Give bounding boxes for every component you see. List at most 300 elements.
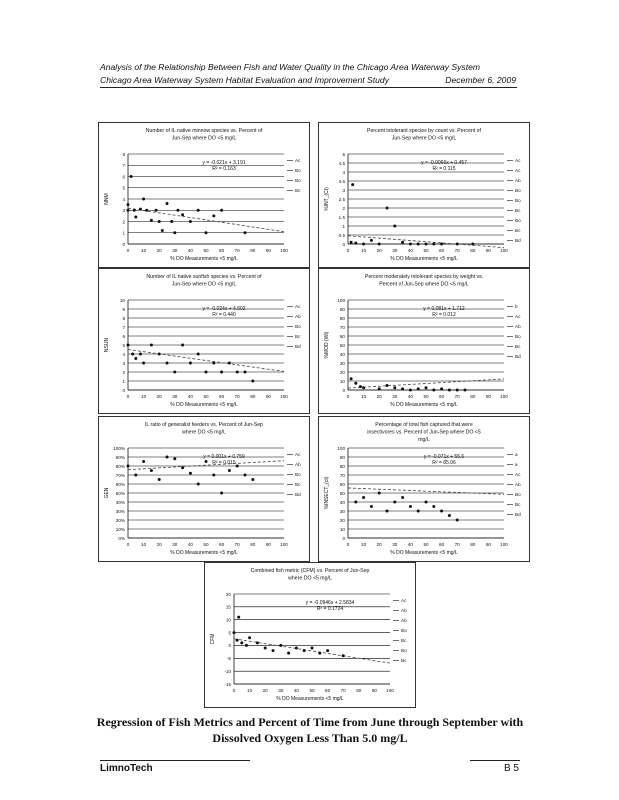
data-point [264,647,267,650]
data-point [432,505,435,508]
y-tick-label: 90 [339,454,345,460]
y-axis-label: %INSECT_(ct) [324,476,330,510]
data-point [440,387,443,390]
y-axis-label: GEN [104,487,110,499]
y-axis-label: CFM [210,633,216,645]
data-point [248,636,251,639]
x-tick-label: 50 [309,688,315,693]
data-point [378,387,381,390]
data-point [471,243,474,246]
y-tick-label: 30 [339,508,345,514]
data-point [212,474,215,477]
chart-frame [99,269,310,414]
data-point [350,377,353,380]
data-point [351,183,354,186]
legend-entry: Ab [515,482,521,487]
x-tick-label: 100 [280,248,288,253]
data-point [236,465,239,468]
legend-entry: Bc [401,658,407,663]
legend-entry: Ac [295,304,301,309]
data-point [142,198,145,201]
chart-frame [99,417,310,562]
y-tick-label: 70 [339,472,345,478]
chart-insectivores [318,416,530,562]
y-tick-label: 7 [122,324,125,330]
x-tick-label: 80 [250,248,256,253]
legend-entry: Bo [295,324,301,329]
data-point [133,209,136,212]
legend-entry: Ab [295,314,301,319]
x-tick-label: 20 [376,542,382,547]
y-tick-label: 0 [122,387,125,393]
data-point [237,616,240,619]
y-axis-label: NNM [104,193,110,205]
data-point [432,389,435,392]
x-tick-label: 80 [250,394,256,399]
x-tick-label: 100 [280,542,288,547]
x-tick-label: 50 [203,542,209,547]
y-tick-label: 3.5 [338,178,345,184]
data-point [409,243,412,246]
footer-rule-right [470,760,520,761]
data-point [244,231,247,234]
chart-title-line: Jun-Sep where DO <5 mg/L [171,281,237,288]
data-point [158,220,161,223]
x-tick-label: 10 [141,248,147,253]
y-tick-label: 80 [339,315,345,321]
data-point [220,209,223,212]
x-tick-label: 60 [219,248,225,253]
x-tick-label: 90 [265,394,271,399]
regression-equation: y = -0.0066x + 0.457 [421,160,467,166]
data-point [326,649,329,652]
data-point [145,209,148,212]
x-tick-label: 90 [265,248,271,253]
header-title-line2: Chicago Area Waterway System Habitat Evaluation and Improvement Study [100,75,389,85]
data-point [236,639,239,642]
data-point [150,469,153,472]
y-tick-label: 4 [122,351,125,357]
data-point [409,505,412,508]
y-tick-label: 50 [339,490,345,496]
y-tick-label: 0 [342,241,345,247]
y-tick-label: 0 [342,535,345,541]
data-point [256,641,259,644]
data-point [448,389,451,392]
y-tick-label: 60 [339,333,345,339]
x-tick-label: 0 [346,542,350,547]
x-tick-label: 20 [262,688,268,693]
data-point [228,469,231,472]
data-point [417,387,420,390]
figure-caption-line2: Dissolved Oxygen Less Than 5.0 mg/L [212,731,408,745]
legend-entry: Ab [515,324,521,329]
y-tick-label: 2 [122,369,125,375]
footer-page-number: B 5 [503,763,519,774]
x-tick-label: 10 [141,394,147,399]
data-point [236,371,239,374]
x-tick-label: 0 [346,394,350,399]
data-point [189,362,192,365]
x-tick-label: 60 [439,394,445,399]
data-point [220,371,223,374]
y-tick-label: 5 [228,630,231,636]
regression-r2: R² = 85.06 [432,460,456,466]
legend-entry: a [515,452,518,457]
data-point [417,510,420,513]
footer-company: LimnoTech [100,763,153,774]
legend-entry: Ac [515,472,521,477]
legend-entry: Ab [515,178,521,183]
y-tick-label: 0 [122,241,125,247]
y-tick-label: 0 [228,643,231,649]
y-tick-label: 10 [119,297,125,303]
y-tick-label: 3 [122,360,125,366]
y-tick-label: 80% [115,463,125,469]
chart-title-line: Jun-Sep where DO <5 mg/L [171,135,237,142]
y-tick-label: 10 [339,378,345,384]
trendline [348,488,504,494]
data-point [158,353,161,356]
data-point [150,219,153,222]
x-tick-label: 50 [423,394,429,399]
legend-entry: Bo [515,334,521,339]
y-tick-label: -15 [224,681,231,687]
data-point [393,225,396,228]
y-axis-label: %INT_(Ct) [324,187,330,211]
y-tick-label: 100 [337,445,345,451]
data-point [244,371,247,374]
x-axis-label: % DO Measurements <5 mg/L [170,256,238,262]
chart-title-line: IL ratio of generalist feeders vs. Percent of Jun-Sep [144,422,264,428]
data-point [378,492,381,495]
x-tick-label: 80 [356,688,362,693]
x-tick-label: 100 [500,542,508,547]
y-tick-label: 3 [342,187,345,193]
x-tick-label: 40 [187,248,193,253]
y-tick-label: 100 [337,297,345,303]
data-point [170,220,173,223]
legend-entry: Ac [295,452,301,457]
data-point [393,501,396,504]
y-tick-label: 50% [115,490,125,496]
chart-title-line: Jun-Sep where DO <5 mg/L [391,135,457,142]
y-tick-label: 4 [122,196,125,202]
data-point [295,647,298,650]
data-point [386,207,389,210]
legend-entry: Bo [401,628,407,633]
x-tick-label: 20 [376,394,382,399]
regression-r2: R² = 0.015 [212,460,236,466]
x-tick-label: 60 [325,688,331,693]
y-axis-label: %MOD (Wt) [324,331,330,359]
legend-entry: b [515,304,518,309]
data-point [139,208,142,211]
regression-r2: R² = 0.163 [212,166,236,172]
regression-equation: y = -0.021x + 3.191 [202,160,246,166]
legend-entry: Bo [295,168,301,173]
data-point [303,649,306,652]
y-tick-label: 1 [122,230,125,236]
x-axis-label: % DO Measurements <5 mg/L [390,550,458,556]
x-axis-label: % DO Measurements <5 mg/L [390,402,458,408]
data-point [131,353,134,356]
chart-intolerant-count [318,122,530,268]
data-point [173,231,176,234]
x-axis-label: % DO Measurements <5 mg/L [170,402,238,408]
regression-equation: y = 0.081x + 1.712 [423,306,465,312]
x-tick-label: 10 [141,542,147,547]
y-tick-label: 90 [339,306,345,312]
data-point [354,242,357,245]
data-point [311,647,314,650]
data-point [354,382,357,385]
x-tick-label: 60 [439,248,445,253]
data-point [245,644,248,647]
data-point [130,175,133,178]
data-point [166,202,169,205]
legend-entry: Bo [295,472,301,477]
legend-entry: Bo [401,648,407,653]
x-tick-label: 70 [454,248,460,253]
chart-native-minnow [98,122,310,268]
data-point [176,209,179,212]
data-point [401,241,404,244]
legend-entry: Bd [295,344,301,349]
x-tick-label: 90 [485,248,491,253]
y-tick-label: 5 [342,151,345,157]
data-point [393,386,396,389]
data-point [181,344,184,347]
trendline [128,349,284,371]
x-tick-label: 100 [500,394,508,399]
y-tick-label: 90% [115,454,125,460]
y-tick-label: 60 [339,481,345,487]
y-tick-label: 0 [342,387,345,393]
x-tick-label: 40 [293,688,299,693]
legend-entry: Ac [295,158,301,163]
data-point [417,243,420,246]
data-point [212,214,215,217]
data-point [359,385,362,388]
legend-entry: Bo [515,188,521,193]
legend-entry: Bc [401,638,407,643]
x-tick-label: 80 [470,248,476,253]
x-tick-label: 70 [234,394,240,399]
x-tick-label: 60 [439,542,445,547]
y-tick-label: -5 [226,656,231,662]
y-tick-label: 1 [122,378,125,384]
x-tick-label: 80 [250,542,256,547]
legend-entry: Bd [295,492,301,497]
data-point [448,514,451,517]
x-tick-label: 0 [126,542,130,547]
y-tick-label: -10 [224,668,231,674]
data-point [228,362,231,365]
x-tick-label: 0 [232,688,236,693]
y-tick-label: 8 [122,315,125,321]
header-title-line1: Analysis of the Relationship Between Fish and Water Quality in the Chicago Area Waterway System [100,62,481,72]
data-point [409,389,412,392]
regression-r2: R² = 0.115 [432,166,456,172]
legend-entry: Bc [295,334,301,339]
data-point [233,631,236,634]
x-tick-label: 70 [234,542,240,547]
chart-frame [205,563,416,708]
y-tick-label: 0.5 [338,232,345,238]
x-tick-label: 20 [156,248,162,253]
x-tick-label: 30 [172,394,178,399]
x-tick-label: 50 [203,248,209,253]
data-point [127,209,130,212]
data-point [354,501,357,504]
data-point [158,478,161,481]
data-point [386,510,389,513]
data-point [142,460,145,463]
regression-equation: y = 0.001x + 0.759 [203,454,245,460]
chart-moderately-intolerant-weight [318,268,530,414]
data-point [139,353,142,356]
y-tick-label: 40 [339,499,345,505]
regression-equation: y = -0.0946x + 2.5834 [305,600,355,606]
x-tick-label: 70 [340,688,346,693]
chart-title-line: Combined fish metric (CFM) vs. Percent of Jun-Sep [250,568,370,574]
data-point [240,641,243,644]
x-tick-label: 10 [361,542,367,547]
y-tick-label: 40% [115,499,125,505]
data-point [362,243,365,246]
x-tick-label: 60 [219,542,225,547]
y-tick-label: 2.5 [338,196,345,202]
data-point [220,492,223,495]
legend-entry: Bc [515,228,521,233]
x-tick-label: 50 [423,248,429,253]
data-point [189,472,192,475]
legend-entry: Bc [515,344,521,349]
x-tick-label: 30 [172,248,178,253]
data-point [134,357,137,360]
regression-r2: R² = 0.440 [212,312,236,318]
data-point [425,501,428,504]
x-tick-label: 30 [172,542,178,547]
legend-entry: Bo [515,492,521,497]
chart-title-line: Percent intolerant species by count vs. Percent of [367,128,481,134]
y-tick-label: 30% [115,508,125,514]
y-tick-label: 20 [339,369,345,375]
data-point [142,362,145,365]
y-tick-label: 2 [342,205,345,211]
footer-rule [100,760,250,761]
data-point [205,460,208,463]
chart-frame [99,123,310,268]
y-tick-label: 0% [118,535,125,541]
x-tick-label: 40 [407,248,413,253]
chart-generalist-feeders [98,416,310,562]
x-tick-label: 100 [500,248,508,253]
x-tick-label: 0 [126,248,130,253]
legend-entry: Bc [515,502,521,507]
data-point [166,456,169,459]
data-point [362,496,365,499]
y-tick-label: 50 [339,342,345,348]
legend-entry: Ac [515,168,521,173]
data-point [272,649,275,652]
regression-r2: R² = 0.012 [432,312,456,318]
legend-entry: Bo [515,198,521,203]
x-tick-label: 30 [392,248,398,253]
x-tick-label: 40 [187,542,193,547]
x-tick-label: 0 [126,394,130,399]
x-tick-label: 70 [454,542,460,547]
x-tick-label: 70 [454,394,460,399]
data-point [127,465,130,468]
y-tick-label: 80 [339,463,345,469]
legend-entry: Bo [515,218,521,223]
x-tick-label: 40 [407,394,413,399]
x-axis-label: % DO Measurements <5 mg/L [390,256,458,262]
y-tick-label: 10 [339,526,345,532]
data-point [173,457,176,460]
legend-entry: Ac [515,158,521,163]
y-tick-label: 20% [115,517,125,523]
data-point [386,384,389,387]
data-point [251,478,254,481]
regression-equation: y = -0.071x + 55.6 [423,454,465,460]
y-tick-label: 70% [115,472,125,478]
x-tick-label: 70 [234,248,240,253]
chart-native-sunfish [98,268,310,414]
data-point [155,209,158,212]
chart-frame [319,269,530,414]
data-point [181,466,184,469]
data-point [370,505,373,508]
y-tick-label: 8 [122,151,125,157]
chart-title-line: mg/L [418,437,430,443]
x-tick-label: 10 [247,688,253,693]
y-tick-label: 15 [225,604,231,610]
x-tick-label: 60 [219,394,225,399]
chart-title-line: Percentage of total fish captured that were [375,422,473,428]
y-tick-label: 30 [339,360,345,366]
x-tick-label: 90 [485,542,491,547]
chart-title-line: where DO <5 mg/L [182,429,226,436]
y-tick-label: 10 [225,617,231,623]
data-point [342,654,345,657]
chart-title-line: Percent of Jun-Sep where DO <5 mg/L [379,281,469,288]
legend-entry: Bd [515,512,521,517]
data-point [127,344,130,347]
data-point [244,474,247,477]
chart-title-line: Percent moderately intolerant species by weight vs. [364,274,484,280]
y-tick-label: 100% [113,445,125,451]
data-point [362,386,365,389]
x-tick-label: 10 [361,248,367,253]
data-point [134,474,137,477]
x-tick-label: 80 [470,394,476,399]
chart-frame [319,123,530,268]
data-point [205,371,208,374]
y-tick-label: 1.5 [338,214,345,220]
header-date: December 6, 2009 [445,75,516,85]
x-tick-label: 30 [392,542,398,547]
data-point [456,519,459,522]
data-point [464,389,467,392]
data-point [456,389,459,392]
x-tick-label: 10 [361,394,367,399]
data-point [134,216,137,219]
y-tick-label: 7 [122,163,125,169]
data-point [161,229,164,232]
